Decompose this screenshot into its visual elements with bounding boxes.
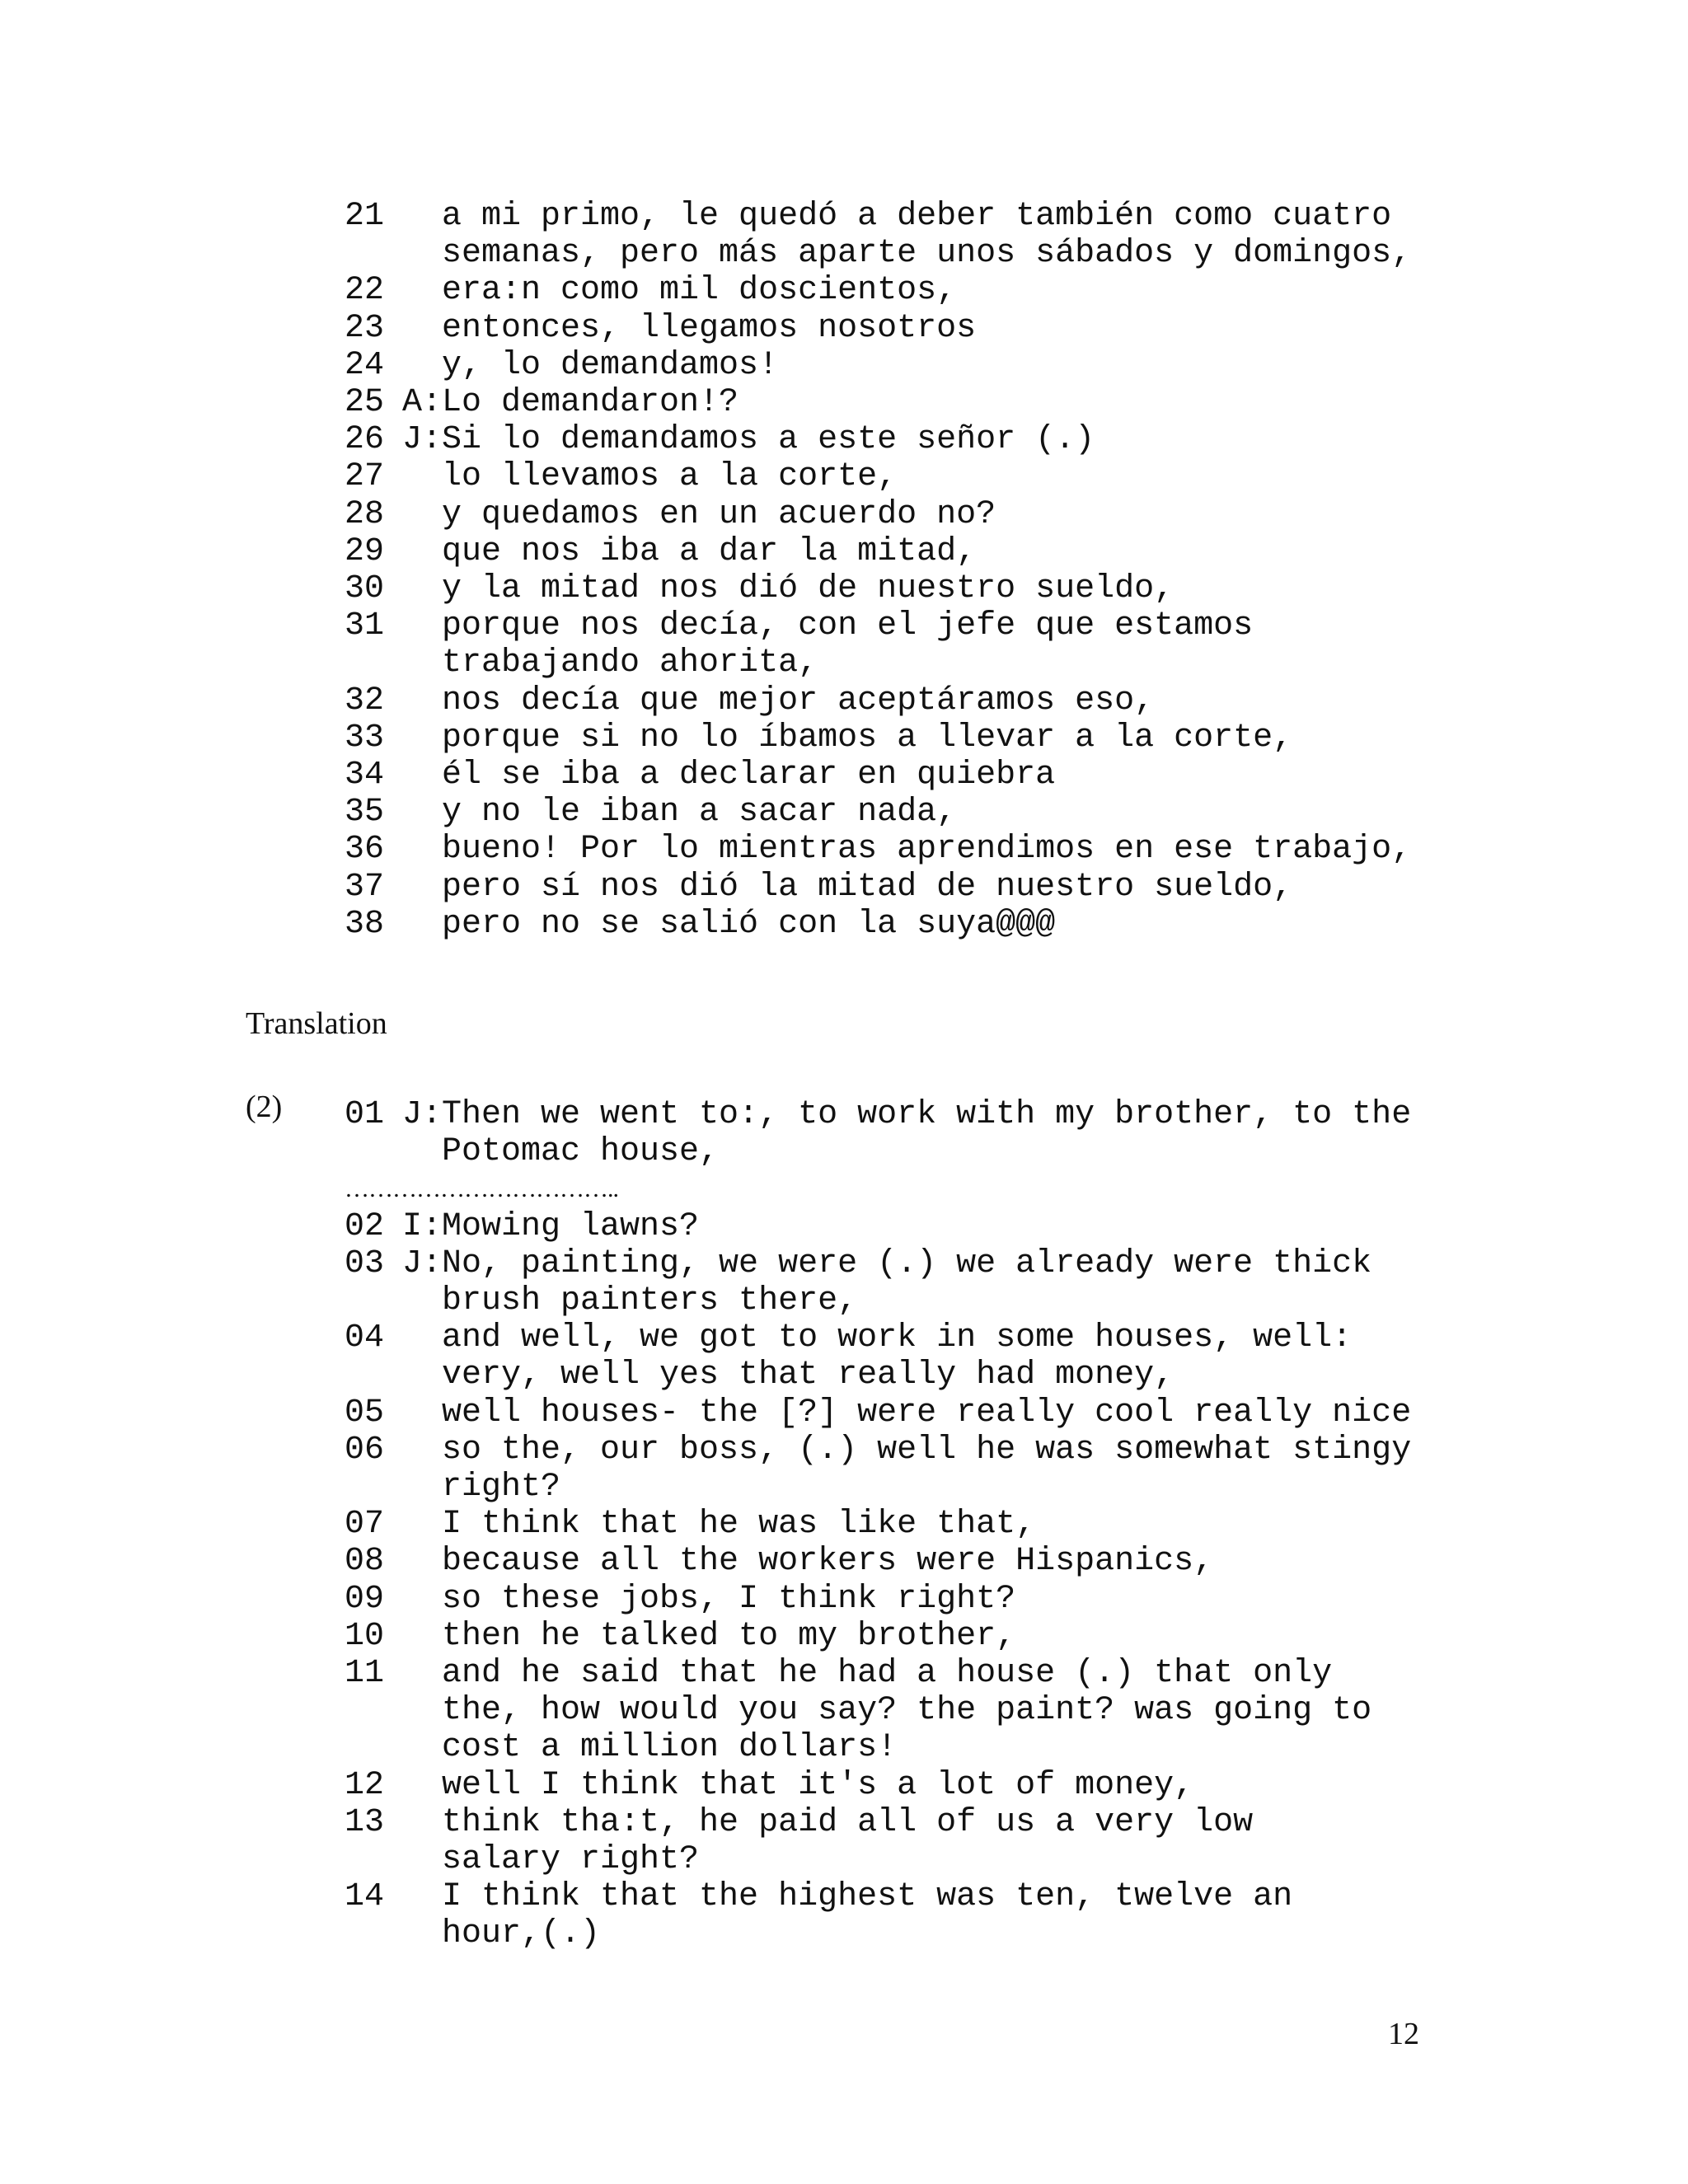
- line-number: 06: [345, 1431, 385, 1469]
- utterance-text: then he talked to my brother,: [442, 1617, 1016, 1655]
- line-number: 03: [345, 1244, 385, 1282]
- line-number: 08: [345, 1543, 385, 1581]
- translation-heading: Translation: [246, 1006, 387, 1041]
- transcript-line: [0, 235, 1688, 272]
- transcript-line: [0, 1357, 1688, 1394]
- utterance-text: No, painting, we were (.) we already were thick: [442, 1244, 1372, 1282]
- line-number: 35: [345, 794, 385, 832]
- line-number: 31: [345, 607, 385, 645]
- utterance-text: que nos iba a dar la mitad,: [442, 532, 977, 570]
- transcript-line: [0, 421, 1688, 458]
- transcript-line: [0, 347, 1688, 384]
- utterance-text: Si lo demandamos a este señor (.): [442, 421, 1095, 459]
- utterance-text: think tha:t, he paid all of us a very low: [442, 1803, 1254, 1841]
- line-number: 27: [345, 458, 385, 496]
- utterance-text: entonces, llegamos nosotros: [442, 309, 977, 347]
- line-number: 02: [345, 1207, 385, 1245]
- line-number: 33: [345, 719, 385, 757]
- line-number: 30: [345, 570, 385, 607]
- utterance-text: I think that the highest was ten, twelve an: [442, 1878, 1293, 1916]
- transcript-line: [0, 272, 1688, 309]
- utterance-text: because all the workers were Hispanics,: [442, 1543, 1214, 1581]
- utterance-text: Potomac house,: [442, 1133, 720, 1171]
- transcript-line: [0, 607, 1688, 644]
- line-number: 11: [345, 1655, 385, 1692]
- transcript-line: [0, 1618, 1688, 1655]
- transcript-line: [0, 1543, 1688, 1580]
- speaker-label: J:: [402, 1244, 443, 1282]
- transcript-line: [0, 831, 1688, 868]
- line-number: 37: [345, 868, 385, 906]
- utterance-text: trabajando ahorita,: [442, 644, 818, 682]
- transcript-line: [0, 1655, 1688, 1692]
- line-number: 32: [345, 682, 385, 719]
- utterance-text: pero no se salió con la suya@@@: [442, 905, 1056, 943]
- transcript-line: [0, 1432, 1688, 1469]
- transcript-line: [0, 1581, 1688, 1618]
- utterance-text: Lo demandaron!?: [442, 384, 739, 421]
- line-number: 07: [345, 1506, 385, 1544]
- transcript-line: [0, 644, 1688, 682]
- line-number: 38: [345, 905, 385, 943]
- line-number: 01: [345, 1096, 385, 1133]
- transcript-line: [0, 869, 1688, 906]
- transcript-line: [0, 1692, 1688, 1729]
- line-number: 10: [345, 1617, 385, 1655]
- utterance-text: a mi primo, le quedó a deber también como cuatro: [442, 198, 1392, 235]
- transcript-line: [0, 794, 1688, 831]
- utterance-text: the, how would you say? the paint? was going to: [442, 1692, 1372, 1730]
- transcript-line: [0, 1804, 1688, 1841]
- line-number: 28: [345, 495, 385, 533]
- utterance-text: nos decía que mejor aceptáramos eso,: [442, 682, 1155, 719]
- transcript-line: [0, 533, 1688, 570]
- transcript-line: [0, 1469, 1688, 1506]
- line-number: 22: [345, 272, 385, 310]
- line-number: 14: [345, 1878, 385, 1916]
- transcript-line: [0, 1245, 1688, 1282]
- line-number: 13: [345, 1803, 385, 1841]
- line-number: 25: [345, 384, 385, 421]
- utterance-text: so the, our boss, (.) well he was somewhat stingy: [442, 1431, 1412, 1469]
- transcript-line: [0, 570, 1688, 607]
- utterance-text: Then we went to:, to work with my brother, to the: [442, 1096, 1412, 1133]
- transcript-line: [0, 310, 1688, 347]
- utterance-text: so these jobs, I think right?: [442, 1580, 1016, 1618]
- line-number: 12: [345, 1766, 385, 1804]
- transcript-line: [0, 198, 1688, 235]
- line-number: 23: [345, 309, 385, 347]
- line-number: 34: [345, 757, 385, 794]
- utterance-text: porque si no lo íbamos a llevar a la corte,: [442, 719, 1293, 757]
- utterance-text: y quedamos en un acuerdo no?: [442, 495, 996, 533]
- line-number: 04: [345, 1319, 385, 1357]
- utterance-text: well houses- the [?] were really cool really nice: [442, 1394, 1412, 1432]
- line-number: 05: [345, 1394, 385, 1432]
- utterance-text: very, well yes that really had money,: [442, 1357, 1175, 1394]
- utterance-text: right?: [442, 1469, 561, 1506]
- transcript-line: [0, 1915, 1688, 1952]
- transcript-line: [0, 496, 1688, 533]
- utterance-text: semanas, pero más aparte unos sábados y domingos,: [442, 235, 1412, 273]
- utterance-text: brush painters there,: [442, 1282, 858, 1319]
- utterance-text: salary right?: [442, 1841, 700, 1878]
- transcript-line: [0, 384, 1688, 421]
- utterance-text: pero sí nos dió la mitad de nuestro sueldo,: [442, 868, 1293, 906]
- utterance-text: and well, we got to work in some houses, well:: [442, 1319, 1353, 1357]
- transcript-line: [0, 1841, 1688, 1878]
- transcript-line: [0, 757, 1688, 794]
- page-number: 12: [1388, 2017, 1419, 2051]
- transcript-line: [0, 1319, 1688, 1357]
- line-number: 26: [345, 421, 385, 459]
- example-number: (2): [246, 1090, 283, 1124]
- utterance-text: hour,(.): [442, 1915, 601, 1953]
- line-number: 36: [345, 831, 385, 869]
- speaker-label: J:: [402, 1096, 443, 1133]
- utterance-text: bueno! Por lo mientras aprendimos en ese trabajo,: [442, 831, 1412, 869]
- line-number: 29: [345, 532, 385, 570]
- utterance-text: well I think that it's a lot of money,: [442, 1766, 1194, 1804]
- transcript-line: [0, 458, 1688, 495]
- transcript-line: [0, 1208, 1688, 1245]
- transcript-line: [0, 1096, 1688, 1133]
- utterance-text: y, lo demandamos!: [442, 346, 779, 384]
- utterance-text: I think that he was like that,: [442, 1506, 1036, 1544]
- transcript-line: [0, 1133, 1688, 1170]
- utterance-text: y no le iban a sacar nada,: [442, 794, 957, 832]
- utterance-text: y la mitad nos dió de nuestro sueldo,: [442, 570, 1175, 607]
- speaker-label: J:: [402, 421, 443, 459]
- line-number: 09: [345, 1580, 385, 1618]
- transcript-line: [0, 906, 1688, 943]
- speaker-label: I:: [402, 1207, 443, 1245]
- transcript-line: [0, 682, 1688, 719]
- utterance-text: and he said that he had a house (.) that only: [442, 1655, 1333, 1692]
- transcript-line: [0, 1767, 1688, 1804]
- transcript-line: [0, 1506, 1688, 1543]
- transcript-line: [0, 1394, 1688, 1432]
- speaker-label: A:: [402, 384, 443, 421]
- utterance-text: él se iba a declarar en quiebra: [442, 757, 1056, 794]
- transcript-line: [0, 1729, 1688, 1766]
- utterance-text: lo llevamos a la corte,: [442, 458, 898, 496]
- utterance-text: cost a million dollars!: [442, 1729, 898, 1767]
- transcript-line: [0, 1170, 1688, 1207]
- utterance-text: Mowing lawns?: [442, 1207, 700, 1245]
- ellipsis-gap: ……………………………..: [345, 1175, 618, 1203]
- transcript-line: [0, 719, 1688, 757]
- utterance-text: era:n como mil doscientos,: [442, 272, 957, 310]
- transcript-line: [0, 1282, 1688, 1319]
- line-number: 24: [345, 346, 385, 384]
- transcript-line: [0, 1878, 1688, 1915]
- line-number: 21: [345, 198, 385, 235]
- utterance-text: porque nos decía, con el jefe que estamos: [442, 607, 1254, 645]
